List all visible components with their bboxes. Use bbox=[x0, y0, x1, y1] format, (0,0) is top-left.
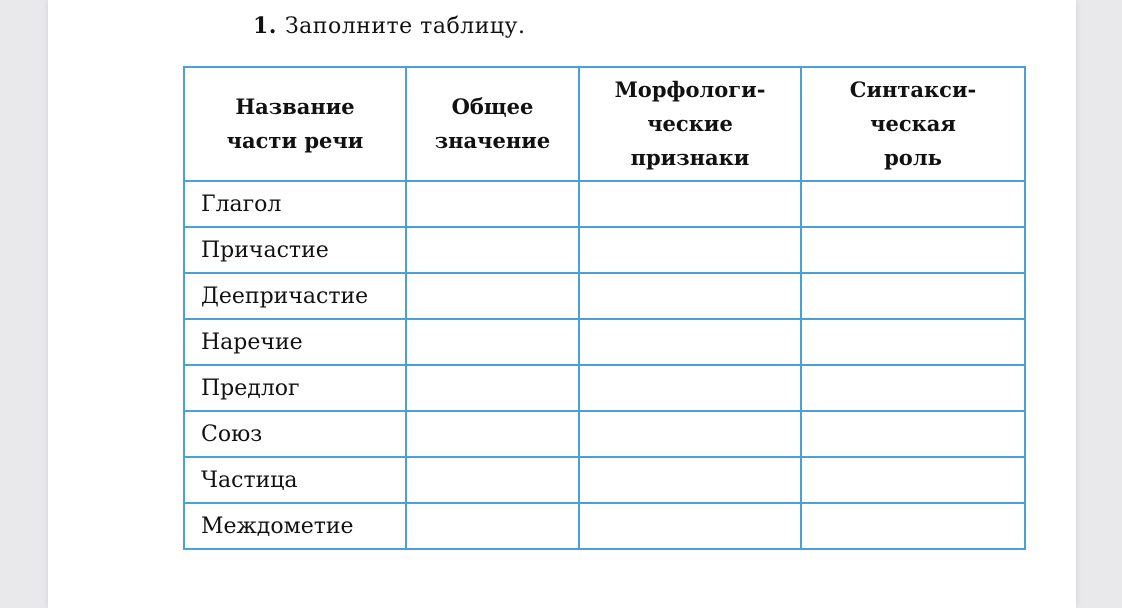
task-number: 1. bbox=[253, 13, 277, 39]
empty-cell bbox=[406, 273, 579, 319]
table-row bbox=[184, 411, 1025, 457]
row-label: Союз bbox=[184, 411, 406, 457]
table-row bbox=[184, 181, 1025, 227]
task-text: Заполните таблицу. bbox=[284, 14, 526, 39]
row-label: Междометие bbox=[184, 503, 406, 549]
row-label: Глагол bbox=[184, 181, 406, 227]
empty-cell bbox=[406, 227, 579, 273]
empty-cell bbox=[801, 411, 1025, 457]
row-label: Предлог bbox=[184, 365, 406, 411]
row-label: Наречие bbox=[184, 319, 406, 365]
empty-cell bbox=[801, 319, 1025, 365]
row-label: Причастие bbox=[184, 227, 406, 273]
table-header-row bbox=[184, 67, 1025, 181]
header-morphological-features: Морфологи- ческие признаки bbox=[579, 67, 801, 181]
empty-cell bbox=[801, 457, 1025, 503]
empty-cell bbox=[406, 365, 579, 411]
empty-cell bbox=[579, 457, 801, 503]
empty-cell bbox=[579, 181, 801, 227]
empty-cell bbox=[801, 273, 1025, 319]
empty-cell bbox=[801, 365, 1025, 411]
empty-cell bbox=[406, 181, 579, 227]
empty-cell bbox=[801, 503, 1025, 549]
task-heading bbox=[253, 13, 525, 39]
row-label: Деепричастие bbox=[184, 273, 406, 319]
table-row bbox=[184, 319, 1025, 365]
textbook-page bbox=[48, 0, 1076, 608]
empty-cell bbox=[579, 319, 801, 365]
empty-cell bbox=[801, 227, 1025, 273]
header-general-meaning: Общее значение bbox=[406, 67, 579, 181]
empty-cell bbox=[406, 457, 579, 503]
empty-cell bbox=[579, 273, 801, 319]
table-row bbox=[184, 227, 1025, 273]
table-row bbox=[184, 365, 1025, 411]
table-row bbox=[184, 503, 1025, 549]
empty-cell bbox=[406, 319, 579, 365]
empty-cell bbox=[801, 181, 1025, 227]
empty-cell bbox=[406, 411, 579, 457]
empty-cell bbox=[579, 503, 801, 549]
table-row bbox=[184, 273, 1025, 319]
table-row bbox=[184, 457, 1025, 503]
parts-of-speech-table bbox=[183, 66, 1026, 550]
empty-cell bbox=[579, 365, 801, 411]
empty-cell bbox=[406, 503, 579, 549]
header-syntactic-role: Синтакси- ческая роль bbox=[801, 67, 1025, 181]
empty-cell bbox=[579, 411, 801, 457]
header-part-of-speech: Название части речи bbox=[184, 67, 406, 181]
row-label: Частица bbox=[184, 457, 406, 503]
empty-cell bbox=[579, 227, 801, 273]
